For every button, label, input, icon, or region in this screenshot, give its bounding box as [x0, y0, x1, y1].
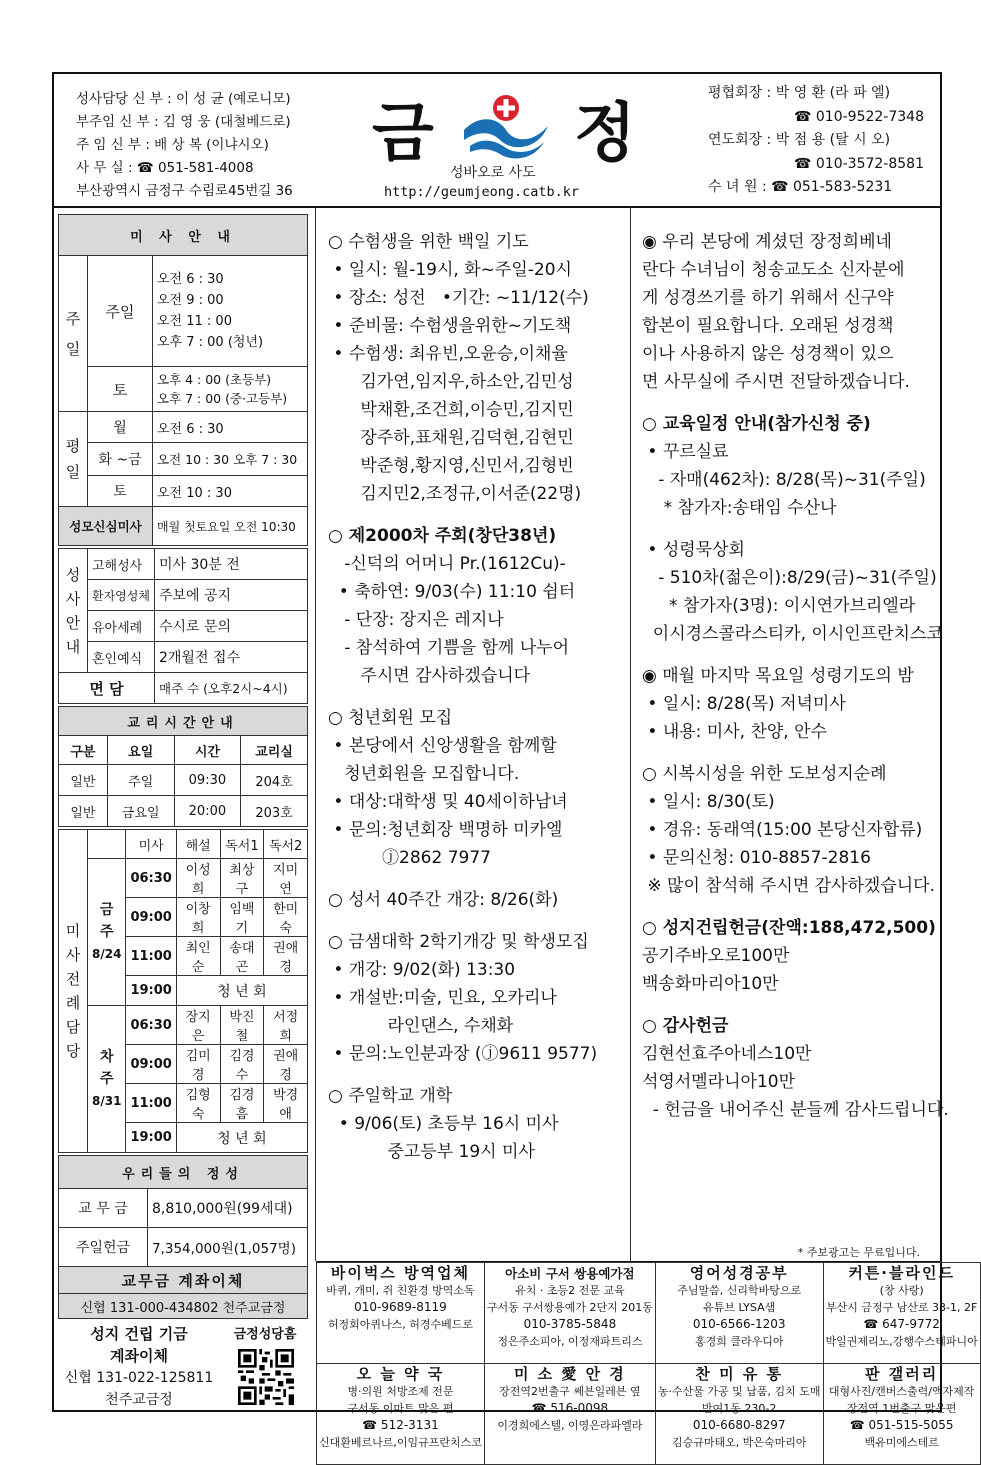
ad-title: 판 갤러리: [865, 1365, 939, 1383]
notice-line: • 9/06(토) 초등부 16시 미사: [328, 1114, 559, 1134]
catechism-cell: 203호: [241, 796, 308, 827]
mass-time: 오후 7 : 00 (청년): [157, 335, 264, 350]
notice-line: • 개설반:미술, 민요, 오카리나: [328, 988, 557, 1008]
weekday-day: 월: [88, 412, 153, 443]
right-column: [632, 214, 949, 1259]
notice-line: • 일시: 월-19시, 화~주일-20시: [328, 260, 572, 280]
ad-line: 010-6680-8297: [692, 1418, 786, 1432]
sacrament-name: 환자영성체: [88, 580, 155, 611]
mass-title: 미 사 안 내: [59, 215, 308, 256]
weekday-day: 토: [88, 476, 153, 507]
offering-title: 우리들의 정성: [59, 1156, 308, 1189]
duty-person: 장지은: [176, 1006, 220, 1045]
duty-person: 박진철: [220, 1006, 264, 1045]
weekday-time: 오전 10 : 30 오후 7 : 30: [153, 443, 308, 476]
middle-column: [316, 214, 628, 1166]
duty-header: 독서1: [220, 830, 264, 859]
notice-line: 박채환,조건희,이승민,김지민: [328, 400, 574, 420]
notice-line: • 개강: 9/02(화) 13:30: [328, 960, 516, 980]
notice-line: • 내용: 미사, 찬양, 안수: [642, 722, 827, 742]
notice-line: ○ 금샘대학 2학기개강 및 학생모집: [328, 932, 589, 952]
ad-line: 장전역2번출구 쎄븐일레븐 옆: [499, 1385, 641, 1398]
mass-time: 오전 11 : 00: [157, 314, 232, 329]
notice-line: [328, 1068, 628, 1082]
duty-person: 김미경: [176, 1045, 220, 1084]
notice-line: ○ 시복시성을 위한 도보성지순례: [642, 764, 887, 784]
duty-person: 송대곤: [220, 937, 264, 976]
ad-line: ☎ 051-515-5055: [849, 1418, 954, 1432]
title-char-left: 금: [372, 96, 434, 171]
catechism-header: 구분: [59, 736, 108, 765]
header-right-line: 연도회장 : 박 점 용 (탈 시 오): [708, 132, 891, 148]
header-right-line: 평협회장 : 박 영 환 (라 파 엘): [708, 85, 891, 101]
duty-person: 한미숙: [264, 898, 308, 937]
notice-line: • 문의:청년회장 백명하 미카엘: [328, 820, 563, 840]
duty-group: 청 년 회: [176, 976, 307, 1006]
ad-line: (창 사랑): [879, 1284, 924, 1297]
notice-line: 합본이 필요합니다. 오래된 성경책: [642, 316, 894, 336]
catechism-cell: 09:30: [174, 765, 241, 796]
ad-line: 농·수산물 가공 및 납품, 김치 도매: [657, 1385, 821, 1398]
sacrament-table: [58, 548, 308, 704]
duty-time: 19:00: [126, 976, 176, 1006]
notice-line: • 꾸르실료: [642, 442, 729, 462]
notice-line: [642, 648, 942, 662]
account-title: 교무금 계좌이체: [59, 1267, 308, 1294]
weekday-time: 오전 6 : 30: [153, 412, 308, 443]
catechism-title: 교리시간안내: [59, 707, 308, 736]
notice-line: ○ 수험생을 위한 백일 기도: [328, 232, 529, 252]
notice-line: [642, 396, 942, 410]
notice-line: ○ 교육일정 안내(참가신청 중): [642, 414, 871, 434]
ad-title: 아소비 구서 쌍용예가점: [505, 1266, 635, 1281]
ad-line: 이경희에스텔, 이영은라파엘라: [497, 1419, 643, 1432]
ad-cell: [484, 1263, 655, 1364]
notice-line: • 일시: 8/28(목) 저녁미사: [642, 694, 846, 714]
ad-title: 바이벅스 방역업체: [330, 1264, 471, 1282]
qr-code-icon[interactable]: [238, 1349, 294, 1405]
catechism-cell: 주일: [107, 765, 174, 796]
sunday-times: [153, 256, 308, 367]
ad-line: 대형사진/캔버스출력/액자제작: [828, 1385, 975, 1398]
notice-line: 석영서멜라니아10만: [642, 1072, 796, 1092]
council-info: [708, 82, 924, 200]
masthead: [364, 80, 634, 200]
duty-person: 이성희: [176, 859, 220, 898]
sunday-group-label: 주 일: [59, 256, 88, 412]
building-fund-info: [58, 1323, 220, 1411]
notice-line: * 참가자(3명): 이시연가브리엘라: [642, 596, 916, 616]
duty-person: 김경흠: [220, 1084, 264, 1123]
header-left-line: 부주임 신 부 : 김 영 웅 (대철베드로): [76, 114, 291, 130]
notice-line: • 성령묵상회: [642, 540, 745, 560]
sacrament-name: 고해성사: [88, 549, 155, 580]
notice-line: • 본당에서 신앙생활을 함께할: [328, 736, 557, 756]
sacrament-value: 미사 30분 전: [155, 549, 308, 580]
duty-person: 김경수: [220, 1045, 264, 1084]
notice-line: ◉ 매월 마지막 목요일 성령기도의 밤: [642, 666, 914, 686]
notice-line: 박준형,황지영,신민서,김형빈: [328, 456, 574, 476]
ad-line: 정은주소피아, 이정재파트리스: [497, 1335, 643, 1348]
notice-line: • 준비물: 수험생을위한~기도책: [328, 316, 572, 336]
notice-line: ○ 성지건립헌금(잔액:188,472,500): [642, 918, 936, 938]
notice-line: • 장소: 성전 •기간: ~11/12(수): [328, 288, 589, 308]
ad-line: 구서동 이마트 맞은 편: [347, 1402, 454, 1415]
notice-line: 게 성경쓰기를 하기 위해서 신구약: [642, 288, 894, 308]
title-char-right: 정: [574, 96, 636, 171]
ad-title: 오 늘 약 국: [356, 1365, 445, 1383]
notice-line: ※ 많이 참석해 주시면 감사하겠습니다.: [642, 876, 935, 896]
duty-person: 최인순: [176, 937, 220, 976]
ad-line: 유치 · 초등2 전문 교육: [515, 1284, 625, 1297]
ad-free-note: * 주보광고는 무료입니다.: [797, 1246, 920, 1259]
ad-line: 반여1동 230-2: [702, 1402, 777, 1415]
duty-person: 임백기: [220, 898, 264, 937]
sacrament-value: 2개월전 접수: [155, 642, 308, 673]
notice-line: 중고등부 19시 미사: [328, 1142, 535, 1162]
building-fund-owner: 천주교금정: [105, 1392, 173, 1408]
weekday-time: 오전 10 : 30: [153, 476, 308, 507]
ad-line: 박일권제리노,강행수스테파니아: [825, 1335, 978, 1348]
clergy-info: [76, 88, 293, 203]
interview-label: 면 담: [59, 673, 155, 704]
account-value: 신협 131-000-434802 천주교금정: [59, 1294, 308, 1319]
notice-line: [328, 914, 628, 928]
ad-line: 홍경희 클라우디아: [694, 1335, 784, 1348]
this-week-date: 8/24: [92, 947, 122, 961]
ad-line: 010-6566-1203: [692, 1317, 786, 1331]
notice-line: - 참석하여 기쁨을 함께 나누어: [328, 638, 570, 658]
notice-line: 장주하,표채원,김덕현,김현민: [328, 428, 574, 448]
header-left-line: 사 무 실 : ☎ 051-581-4008: [76, 160, 254, 176]
weekday-day: 화 ~금: [88, 443, 153, 476]
notice-line: - 자매(462차): 8/28(목)~31(주일): [642, 470, 926, 490]
ad-cell: [655, 1364, 823, 1465]
duty-person: 권애경: [264, 1045, 308, 1084]
duty-time: 06:30: [126, 1006, 176, 1045]
notice-line: ○ 청년회원 모집: [328, 708, 453, 728]
ad-line: ☎ 647-9772: [863, 1317, 940, 1331]
ad-title: 찬 미 유 통: [695, 1365, 784, 1383]
ad-title: 영어성경공부: [689, 1264, 789, 1282]
header-right-line: 수 녀 원 : ☎ 051-583-5231: [708, 179, 893, 195]
mass-time: 오전 6 : 30: [157, 272, 224, 287]
duty-person: 최상구: [220, 859, 264, 898]
mass-schedule-table: [58, 214, 308, 546]
duty-table: [58, 829, 308, 1153]
duty-time: 11:00: [126, 937, 176, 976]
notice-line: 김지민2,조정규,이서준(22명): [328, 484, 582, 504]
ad-line: 주님말씀, 신리학바탕으로: [677, 1284, 802, 1297]
duty-header: 독서2: [264, 830, 308, 859]
mary-mass-time: 매월 첫토요일 오전 10:30: [153, 507, 308, 546]
notice-line: 라인댄스, 수채화: [328, 1016, 514, 1036]
duty-person: 서정희: [264, 1006, 308, 1045]
duty-group-label: 미 사 전 례 담 당: [59, 830, 88, 1153]
catechism-header: 시간: [174, 736, 241, 765]
building-fund-account: 신협 131-022-125811: [64, 1370, 214, 1386]
ad-cell: [823, 1263, 980, 1364]
duty-person: 박경애: [264, 1084, 308, 1123]
notice-line: • 수험생: 최유빈,오윤승,이채율: [328, 344, 568, 364]
duty-time: 06:30: [126, 859, 176, 898]
ad-line: 김승규마태오, 박은숙마리아: [671, 1436, 807, 1449]
notice-line: 면 사무실에 주시면 전달하겠습니다.: [642, 372, 910, 392]
ad-line: 구서동 구서쌍용예가 2단지 201동: [486, 1301, 653, 1314]
ad-line: 장전역 1번출구 맞은편: [846, 1402, 957, 1415]
right-notices: [642, 228, 949, 1124]
duty-corner: [88, 830, 126, 859]
notice-line: • 대상:대학생 및 40세이하남녀: [328, 792, 568, 812]
notice-line: [642, 522, 942, 536]
catechism-cell: 일반: [59, 765, 108, 796]
building-fund-title: 성지 건립 기금: [90, 1325, 188, 1343]
notice-line: ○ 제2000차 주회(창단38년): [328, 526, 557, 546]
duty-person: 이창희: [176, 898, 220, 937]
header-right-line: ☎ 010-3572-8581: [794, 155, 924, 172]
duty-time: 19:00: [126, 1123, 176, 1153]
notice-line: 이나 사용하지 않은 성경책이 있으: [642, 344, 894, 364]
sacrament-value: 주보에 공지: [155, 580, 308, 611]
duty-person: 김형숙: [176, 1084, 220, 1123]
saturday-label: 토: [88, 367, 153, 412]
ad-cell: [655, 1263, 823, 1364]
sunday-label: 주일: [88, 256, 153, 367]
ad-title: 미 소 愛 안 경: [513, 1365, 626, 1383]
catechism-header: 교리실: [241, 736, 308, 765]
building-fund-sub: 계좌이체: [110, 1347, 168, 1365]
duty-time: 09:00: [126, 1045, 176, 1084]
offering-value: 7,354,000원(1,057명): [148, 1228, 308, 1267]
notice-line: 백송화마리아10만: [642, 974, 779, 994]
left-column: [58, 214, 314, 1423]
duty-person: 권애경: [264, 937, 308, 976]
notice-line: [642, 900, 942, 914]
ad-title: 커튼·블라인드: [848, 1264, 955, 1282]
notice-line: • 일시: 8/30(토): [642, 792, 775, 812]
header-right-line: ☎ 010-9522-7348: [794, 108, 924, 125]
notice-line: [642, 998, 942, 1012]
catechism-table: [58, 706, 308, 827]
notice-line: 란다 수녀님이 청송교도소 신자분에: [642, 260, 905, 280]
notice-line: ⓙ2862 7977: [328, 848, 491, 868]
ad-line: 유튜브 LYSA샘: [703, 1301, 776, 1314]
ad-cell: [823, 1364, 980, 1465]
ad-line: 신대환베르나르,이임규프란치스코: [319, 1436, 482, 1449]
notice-line: ○ 감사헌금: [642, 1016, 729, 1036]
offering-name: 주일헌금: [59, 1228, 148, 1267]
next-week-label: 차 주 8/31: [88, 1006, 126, 1153]
catechism-cell: 20:00: [174, 796, 241, 827]
sacrament-name: 유아세례: [88, 611, 155, 642]
notice-line: 공기주바오로100만: [642, 946, 790, 966]
notice-line: ○ 성서 40주간 개강: 8/26(화): [328, 890, 559, 910]
interview-value: 매주 수 (오후2시~4시): [155, 673, 308, 704]
duty-person: 지미연: [264, 859, 308, 898]
ad-line: 병·의원 처방조제 전문: [347, 1385, 454, 1398]
column-divider: [630, 207, 631, 1261]
ad-line: 바퀴, 개미, 쥐 친환경 방역소독: [326, 1284, 475, 1297]
ad-line: 허정회아퀴나스, 허경수베드로: [327, 1318, 474, 1331]
notice-line: • 문의신청: 010-8857-2816: [642, 848, 871, 868]
weekday-group-label: 평 일: [59, 412, 88, 507]
notice-line: 김가연,임지우,하소안,김민성: [328, 372, 574, 392]
parish-url[interactable]: http://geumjeong.catb.kr: [384, 184, 580, 200]
ad-line: ☎ 512-3131: [362, 1418, 439, 1432]
notice-line: 이시경스콜라스티카, 이시인프란치스코: [642, 624, 943, 644]
sacrament-name: 혼인예식: [88, 642, 155, 673]
header-left-line: 주 임 신 부 : 배 상 복 (이냐시오): [76, 137, 269, 153]
catechism-cell: 일반: [59, 796, 108, 827]
header-left-line: 성사담당 신 부 : 이 성 균 (예로니모): [76, 91, 291, 107]
saturday-times: [153, 367, 308, 412]
ads-table: [316, 1262, 981, 1465]
qr-label: 금정성당홈: [233, 1327, 297, 1342]
duty-header: 미사: [126, 830, 176, 859]
mass-time: 오후 4 : 00 (초등부): [157, 372, 272, 387]
ad-line: 부산시 금정구 남산로 33-1, 2F: [825, 1301, 978, 1314]
parish-emblem-icon: [460, 90, 550, 160]
catechism-header: 요일: [107, 736, 174, 765]
offering-value: 8,810,000원(99세대): [148, 1189, 308, 1228]
notice-line: [328, 872, 628, 886]
header-divider: [54, 206, 940, 208]
duty-time: 11:00: [126, 1084, 176, 1123]
notice-line: * 참가자:송태임 수산나: [642, 498, 837, 518]
building-fund-box: [58, 1323, 308, 1423]
sacrament-value: 수시로 문의: [155, 611, 308, 642]
notice-line: ○ 주일학교 개학: [328, 1086, 453, 1106]
this-week-label: 금 주 8/24: [88, 859, 126, 1006]
duty-time: 09:00: [126, 898, 176, 937]
ad-line: ☎ 516-0098: [531, 1401, 609, 1415]
notice-line: -신덕의 어머니 Pr.(1612Cu)-: [328, 554, 566, 574]
notice-line: ◉ 우리 본당에 계셨던 장정희베네: [642, 232, 892, 252]
header-left-line: 부산광역시 금정구 수림로45번길 36: [76, 183, 293, 199]
notice-line: 주시면 감사하겠습니다: [328, 666, 531, 686]
parish-subtitle: 성바오로 사도: [450, 165, 536, 181]
ad-line: 010-9689-8119: [354, 1300, 447, 1314]
catechism-cell: 204호: [241, 765, 308, 796]
next-week-date: 8/31: [92, 1094, 122, 1108]
duty-group: 청 년 회: [176, 1123, 307, 1153]
notice-line: [328, 508, 628, 522]
notice-line: - 헌금을 내어주신 분들께 감사드립니다.: [642, 1100, 949, 1120]
notice-line: • 축하연: 9/03(수) 11:10 쉼터: [328, 582, 576, 602]
sacrament-group-label: 성 사 안 내: [59, 549, 88, 673]
notice-line: • 문의:노인분과장 (ⓙ9611 9577): [328, 1044, 598, 1064]
mass-time: 오후 7 : 00 (중·고등부): [157, 391, 288, 406]
notice-line: • 경유: 동래역(15:00 본당신자합류): [642, 820, 923, 840]
ad-cell: [317, 1263, 485, 1364]
notice-line: [642, 746, 942, 760]
catechism-cell: 금요일: [107, 796, 174, 827]
notice-line: [328, 690, 628, 704]
offering-name: 교 무 금: [59, 1189, 148, 1228]
mass-time: 오전 9 : 00: [157, 293, 224, 308]
ad-cell: [484, 1364, 655, 1465]
notice-line: - 단장: 장지은 레지나: [328, 610, 504, 630]
ad-line: 010-3785-5848: [523, 1317, 617, 1331]
bulletin-page: [52, 72, 978, 1449]
duty-header: 해설: [176, 830, 220, 859]
notice-line: 청년회원을 모집합니다.: [328, 764, 520, 784]
mary-mass-label: 성모신심미사: [59, 507, 153, 546]
ad-line: 백유미에스테르: [864, 1436, 939, 1449]
middle-notices: [328, 228, 628, 1166]
notice-line: 김현선효주아네스10만: [642, 1044, 812, 1064]
offering-table: [58, 1155, 308, 1319]
ad-cell: [317, 1364, 485, 1465]
notice-line: - 510차(젊은이):8/29(금)~31(주일): [642, 568, 937, 588]
